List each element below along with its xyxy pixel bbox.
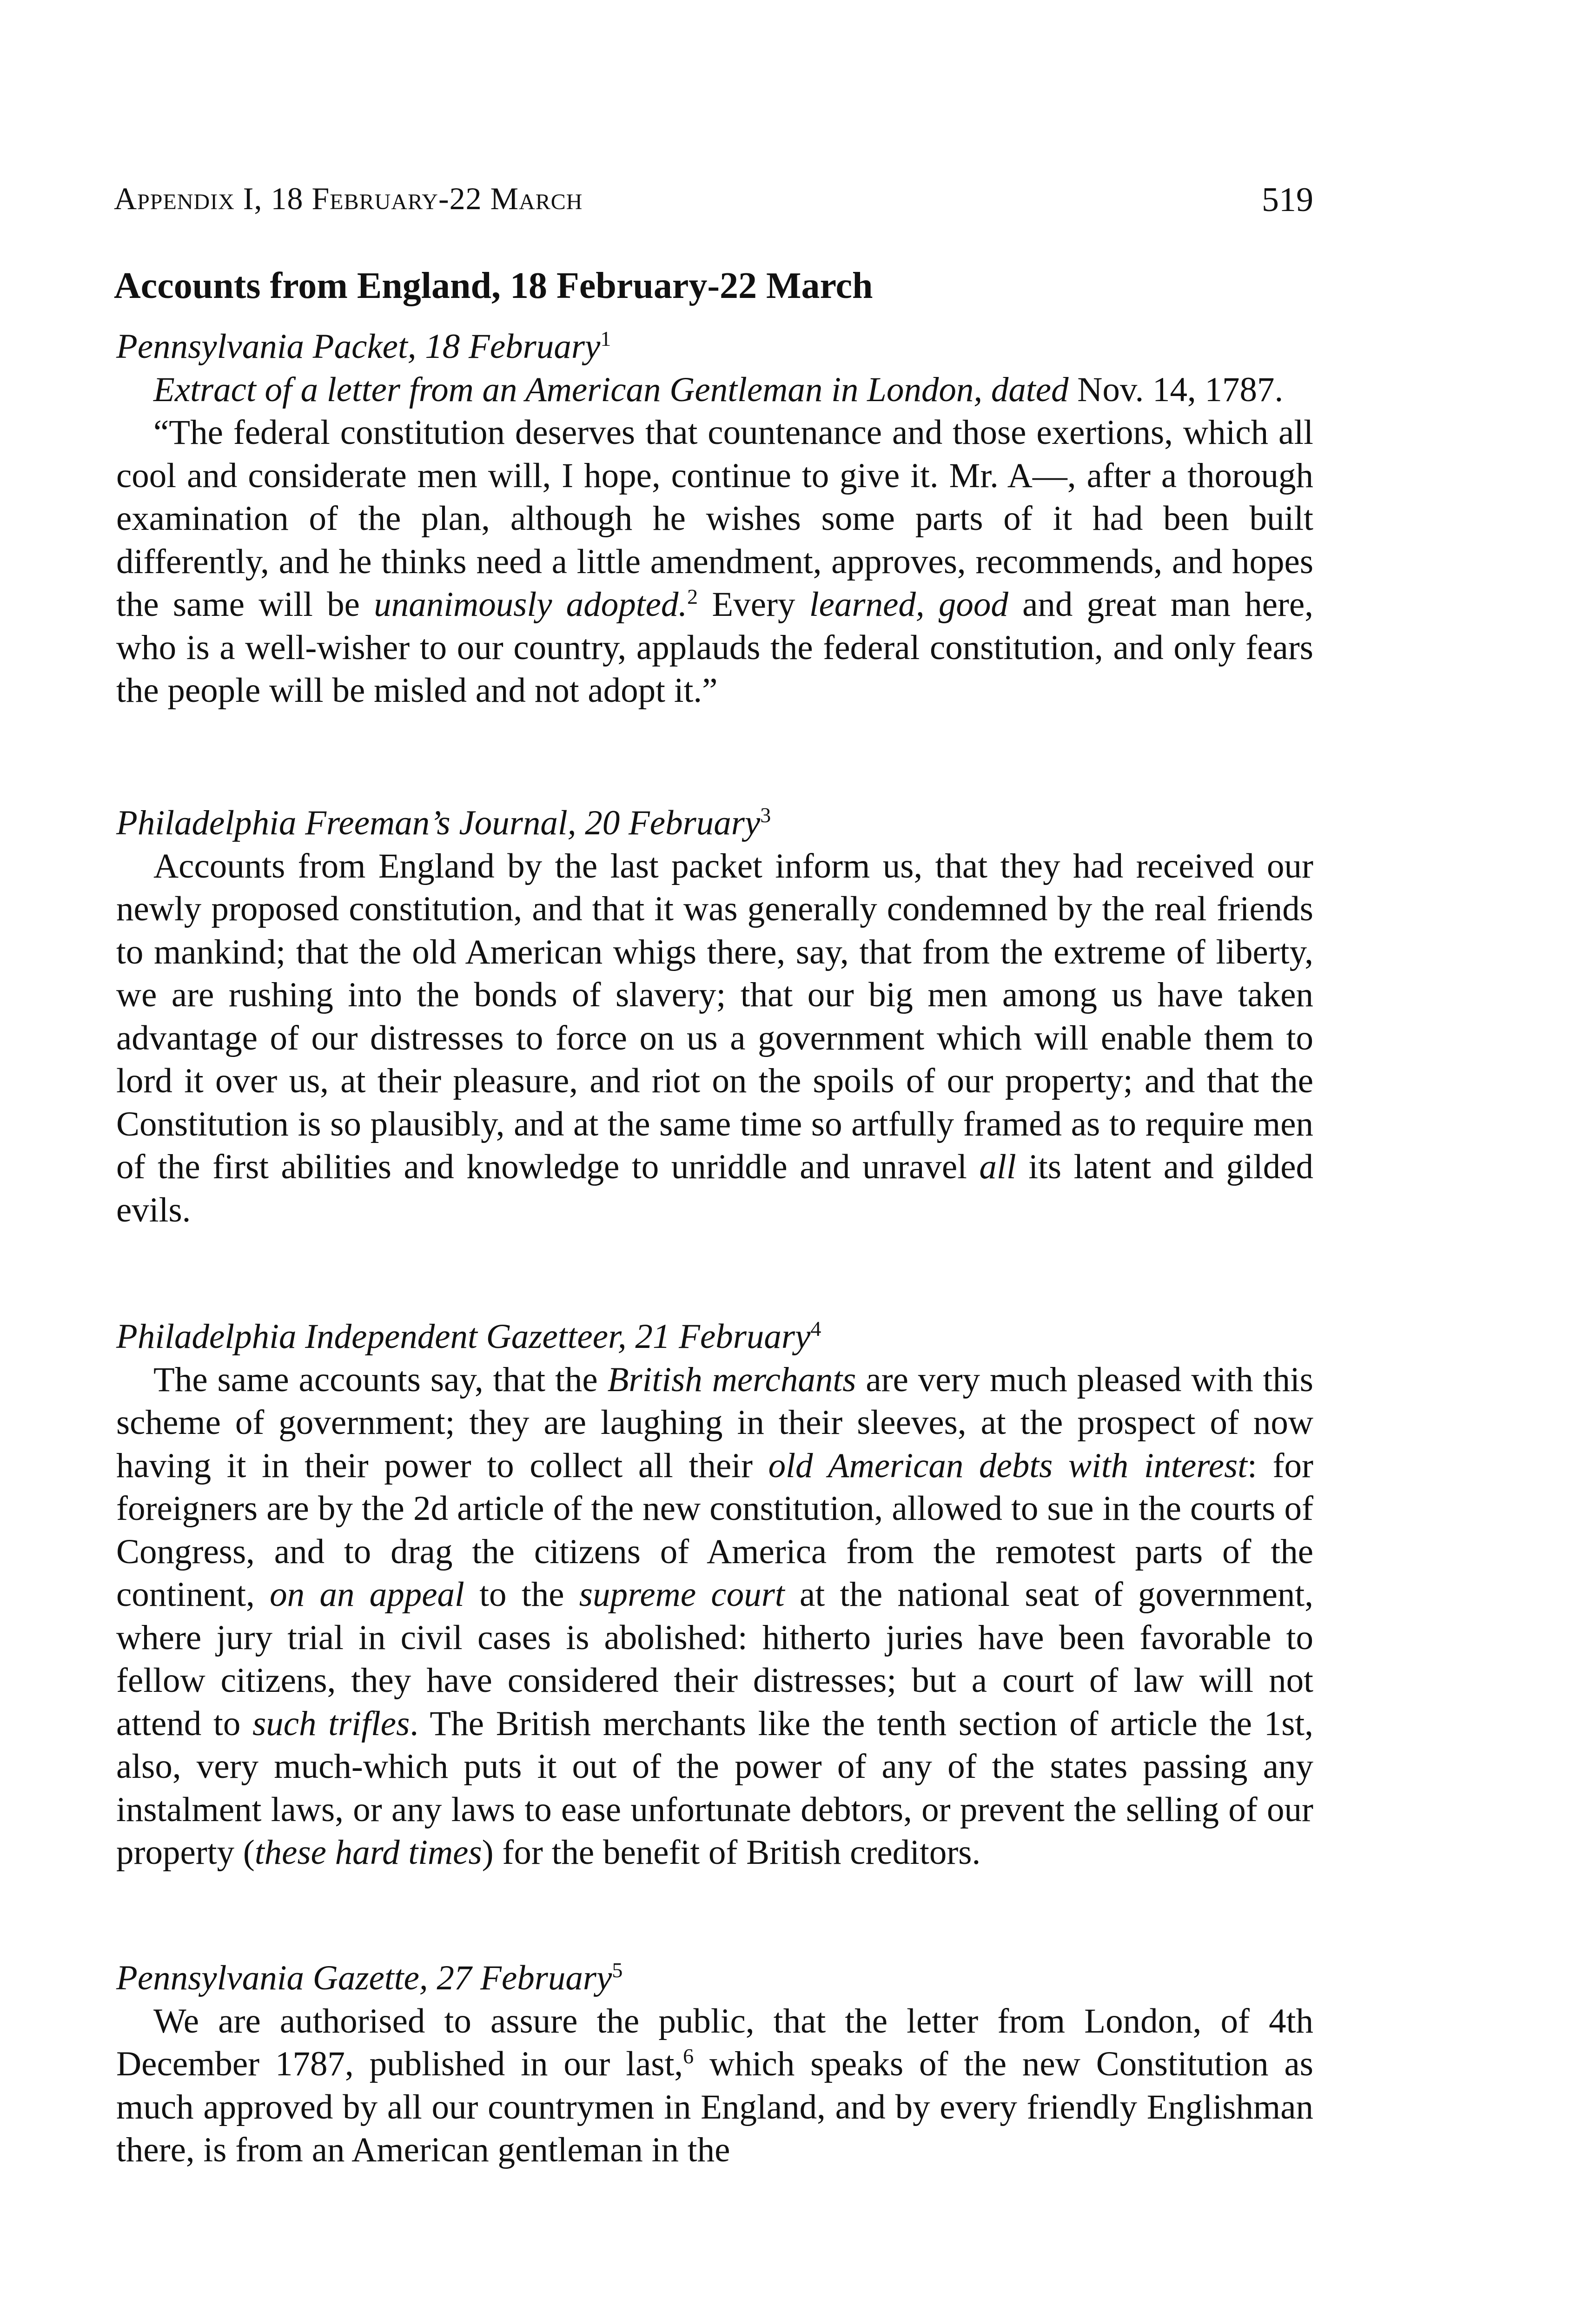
entry-pennsylvania-gazette <box>116 1957 1313 2172</box>
entry-paragraph: We are authorised to assure the public, that the letter from London, of 4th December 1787, published in our last,$^6$ which speaks of the new Constitution as much approved by all our countrymen in England, and by every friendly Englishman there, is from an American gentleman in the <box>116 2001 1313 2169</box>
footnote-ref: 1 <box>600 327 611 350</box>
footnote-ref: 3 <box>760 803 771 827</box>
entry-dateline <box>116 369 1313 412</box>
dateline-text: Extract of a letter from an American Gentleman in London, dated <box>153 370 1069 409</box>
entry-paragraph: The same accounts say, that the British merchants are very much pleased with this scheme of government; they are laughing in their sleeves, at the prospect of now having it in their power to collect all their old American debts with interest: for foreigners are by the 2d article of the new constitution, allowed to sue in the courts of Congress, and to drag the citizens of America from the remotest parts of the continent, on an appeal to the supreme court at the national seat of government, where jury trial in civil cases is abolished: hitherto juries have been favorable to fellow citizens, they have considered their distresses; but a court of law will not attend to such trifles. The British merchants like the tenth section of article the 1st, also, very much-which puts it out of the power of any of the states passing any instalment laws, or any laws to ease unfortunate debtors, or prevent the selling of our property (these hard times) for the benefit of British creditors. <box>116 1360 1313 1872</box>
entry-source: Pennsylvania Gazette, 27 February$^5$ <box>116 1958 623 1997</box>
entry-source: Pennsylvania Packet, 18 February$^1$ <box>116 327 611 366</box>
entry-source: Philadelphia Independent Gazetteer, 21 February$^4$ <box>116 1317 821 1356</box>
footnote-ref: 4 <box>810 1317 821 1340</box>
entry-paragraph: Accounts from England by the last packet inform us, that they had received our newly proposed constitution, and that it was generally condemned by the real friends to mankind; that the old American whigs there, say, that from the extreme of liberty, we are rushing into the bonds of slavery; that our big men among us have taken advantage of our distresses to force on us a government which will enable them to lord it over us, at their pleasure, and riot on the spoils of our property; and that the Constitution is so plausibly, and at the same time so artfully framed as to require men of the first abilities and knowledge to unriddle and unravel all its latent and gilded evils. <box>116 846 1314 1229</box>
dateline-date: Nov. 14, 1787. <box>1077 370 1284 409</box>
footnote-ref: 6 <box>683 2044 694 2068</box>
footnote-ref: 5 <box>612 1958 623 1982</box>
entry-paragraph: “The federal constitution deserves that countenance and those exertions, which all cool and considerate men will, I hope, continue to give it. Mr. A—, after a thorough examination of the plan, although he wishes some parts of it had been built differently, and he thinks need a little amendment, approves, recommends, and hopes the same will be unanimously adopted.$^2$ Every learned, good and great man here, who is a well-wisher to our country, applauds the federal constitution, and only fears the people will be misled and not adopt it.” <box>116 413 1313 710</box>
entry-independent-gazetteer <box>116 1315 1313 1875</box>
page-number: 519 <box>1262 181 1313 219</box>
entry-pennsylvania-packet <box>116 325 1313 713</box>
entry-freemans-journal <box>116 802 1313 1232</box>
entry-source: Philadelphia Freeman’s Journal, 20 February$^3$ <box>116 803 771 842</box>
running-head <box>114 180 1313 227</box>
footnote-ref: 2 <box>687 585 698 608</box>
running-head-title: Appendix I, 18 February-22 March <box>114 181 583 216</box>
section-title: Accounts from England, 18 February-22 March <box>114 265 873 306</box>
